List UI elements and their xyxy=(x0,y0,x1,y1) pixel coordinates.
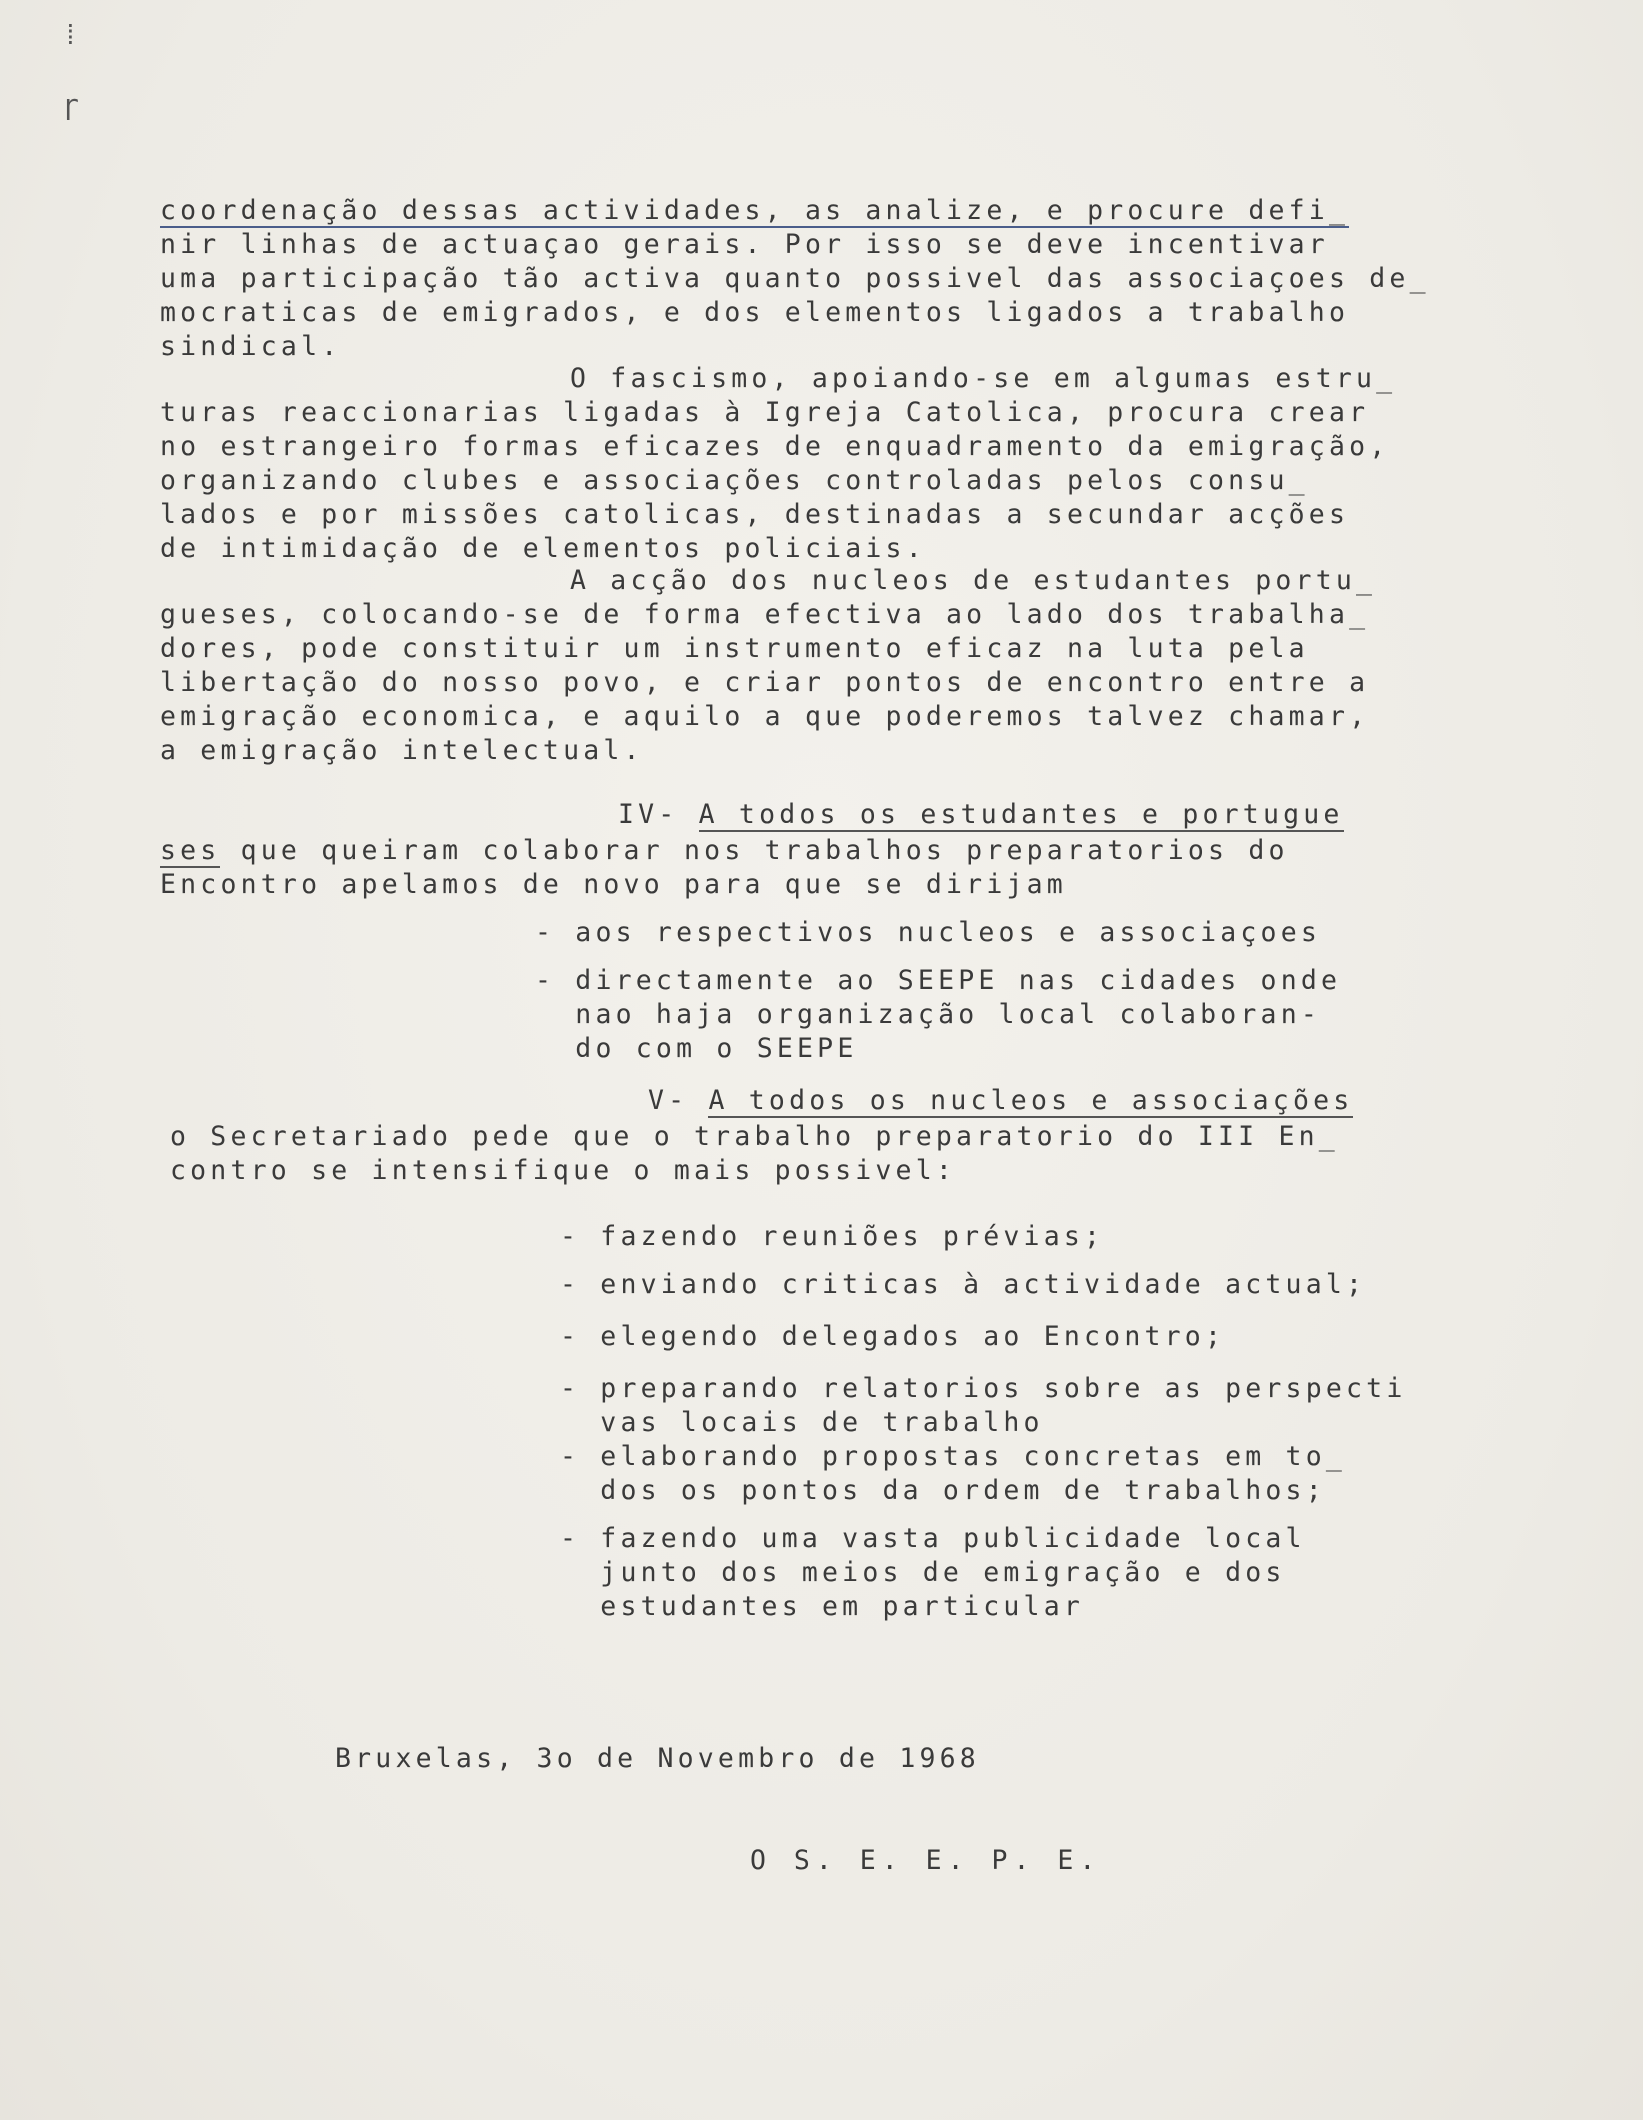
text-line: A acção dos nucleos de estudantes portu_ xyxy=(570,565,1377,596)
list-item-cont: junto dos meios de emigração e dos xyxy=(560,1557,1286,1588)
punch-mark: ⁞ xyxy=(62,18,79,51)
signature: O S. E. E. P. E. xyxy=(750,1845,1102,1876)
text-line: Encontro apelamos de novo para que se dirijam xyxy=(160,869,1067,900)
place-date: Bruxelas, 3o de Novembro de 1968 xyxy=(335,1743,980,1774)
list-item-cont: estudantes em particular xyxy=(560,1591,1085,1622)
text-line: sindical. xyxy=(160,331,342,362)
list-item-cont: dos os pontos da ordem de trabalhos; xyxy=(560,1475,1326,1506)
text-line: O fascismo, apoiando-se em algumas estru_ xyxy=(570,363,1397,394)
section-heading: IV- A todos os estudantes e portugue xyxy=(618,799,1344,830)
text-line: nir linhas de actuaçao gerais. Por isso se deve incentivar xyxy=(160,229,1329,260)
text-line: dores, pode constituir um instrumento eficaz na luta pela xyxy=(160,633,1309,664)
text-line: de intimidação de elementos policiais. xyxy=(160,533,926,564)
text-line: turas reaccionarias ligadas à Igreja Catolica, procura crear xyxy=(160,397,1370,428)
section-heading: V- A todos os nucleos e associações xyxy=(648,1085,1354,1116)
text-line: emigração economica, e aquilo a que poderemos talvez chamar, xyxy=(160,701,1370,732)
list-item: - elegendo delegados ao Encontro; xyxy=(560,1321,1226,1352)
text-line: libertação do nosso povo, e criar pontos de encontro entre a xyxy=(160,667,1370,698)
text-line: no estrangeiro formas eficazes de enquadramento da emigração, xyxy=(160,431,1390,462)
list-item: - directamente ao SEEPE nas cidades onde xyxy=(535,965,1342,996)
punch-mark: ɼ xyxy=(62,88,79,121)
text-line: organizando clubes e associações controladas pelos consu_ xyxy=(160,465,1309,496)
list-item: - aos respectivos nucleos e associaçoes xyxy=(535,917,1322,948)
text-line: o Secretariado pede que o trabalho preparatorio do III En_ xyxy=(170,1121,1339,1152)
text-line: uma participação tão activa quanto possivel das associaçoes de_ xyxy=(160,263,1430,294)
list-item: - elaborando propostas concretas em to_ xyxy=(560,1441,1347,1472)
text-line: lados e por missões catolicas, destinadas a secundar acções xyxy=(160,499,1350,530)
text-line: gueses, colocando-se de forma efectiva ao lado dos trabalha_ xyxy=(160,599,1370,630)
text-line: contro se intensifique o mais possivel: xyxy=(170,1155,957,1186)
list-item-cont: nao haja organização local colaboran- xyxy=(535,999,1322,1030)
text-line: mocraticas de emigrados, e dos elementos ligados a trabalho xyxy=(160,297,1350,328)
list-item: - preparando relatorios sobre as perspecti xyxy=(560,1373,1407,1404)
list-item: - enviando criticas à actividade actual; xyxy=(560,1269,1367,1300)
list-item-cont: vas locais de trabalho xyxy=(560,1407,1044,1438)
text-line: a emigração intelectual. xyxy=(160,735,644,766)
list-item-cont: do com o SEEPE xyxy=(535,1033,858,1064)
text-line: coordenação dessas actividades, as analize, e procure defi_ xyxy=(160,195,1350,226)
list-item: - fazendo uma vasta publicidade local xyxy=(560,1523,1306,1554)
text-line: ses que queiram colaborar nos trabalhos preparatorios do xyxy=(160,835,1289,866)
list-item: - fazendo reuniões prévias; xyxy=(560,1221,1105,1252)
